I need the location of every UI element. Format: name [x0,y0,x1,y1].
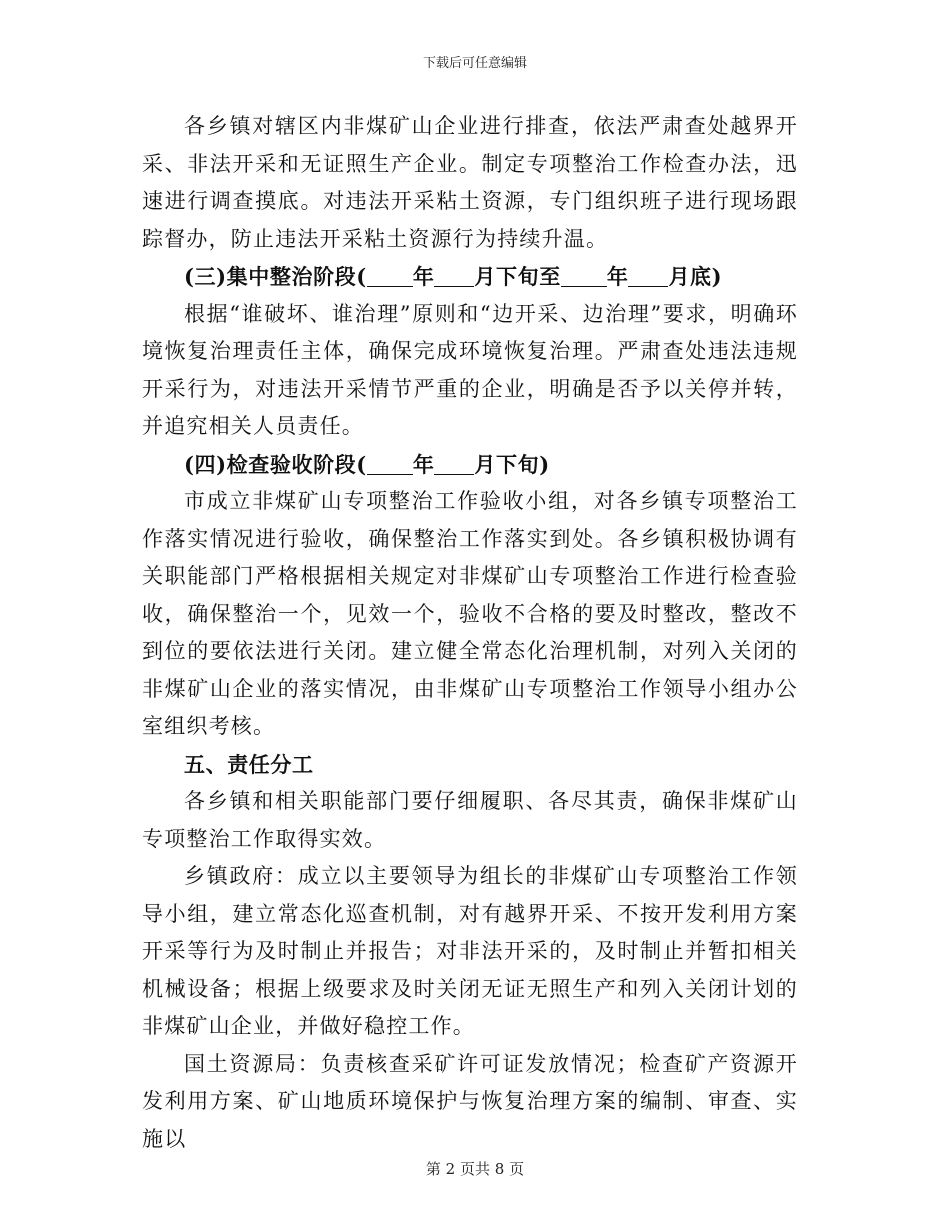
heading-3-year-1: 年 [412,264,435,289]
heading-4-prefix: (四)检查验收阶段( [184,451,367,477]
page-footer: 第 2 页共 8 页 [425,1160,525,1178]
heading-inspection-acceptance [142,446,798,484]
paragraph-acceptance-group: 市成立非煤矿山专项整治工作验收小组，对各乡镇专项整治工作落实情况进行验收，确保整治工作落实到处。各乡镇积极协调有关职能部门严格根据相关规定对非煤矿山专项整治工作进行检查验收，确保整治一个，见效一个，验收不合格的要及时整改，整改不到位的要依法进行关闭。建立健全常态化治理机制，对列入关闭的非煤矿山企业的落实情况，由非煤矿山专项整治工作领导小组办公室组织考核。 [142,489,798,738]
heading-concentrated-rectification [142,258,798,296]
blank-month-2 [628,265,668,287]
heading-3-month-2: 月底) [668,264,723,289]
heading-3-prefix: (三)集中整治阶段( [184,264,367,289]
paragraph-departments-duty: 各乡镇和相关职能部门要仔细履职、各尽其责，确保非煤矿山专项整治工作取得实效。 [142,789,798,851]
paragraph-township-government: 乡镇政府：成立以主要领导为组长的非煤矿山专项整治工作领导小组，建立常态化巡查机制，对有越界开采、不按开发利用方案开采等行为及时制止并报告；对非法开采的，及时制止并暂扣相关机械设备；根据上级要求及时关闭无证无照生产和列入关闭计划的非煤矿山企业，并做好稳控工作。 [142,864,798,1038]
page-header: 下载后可任意编辑 [422,56,527,71]
heading-responsibilities: 五、责任分工 [184,751,314,777]
heading-3-year-2: 年 [606,264,629,289]
blank-month-3 [434,453,474,475]
paragraph-land-resources-bureau: 国土资源局：负责核查采矿许可证发放情况；检查矿产资源开发利用方案、矿山地质环境保护与恢复治理方案的编制、审查、实施以 [142,1051,798,1151]
paragraph-investigation: 各乡镇对辖区内非煤矿山企业进行排查，依法严肃查处越界开采、非法开采和无证照生产企业。制定专项整治工作检查办法，迅速进行调查摸底。对违法开采粘土资源，专门组织班子进行现场跟踪督办，防止违法开采粘土资源行为持续升温。 [142,114,798,251]
paragraph-environment-restoration: 根据“谁破坏、谁治理”原则和“边开采、边治理”要求，明确环境恢复治理责任主体，确保完成环境恢复治理。严肃查处违法违规开采行为，对违法开采情节严重的企业，明确是否予以关停并转，并追究相关人员责任。 [142,301,798,438]
blank-month-1 [434,265,474,287]
blank-year-3 [367,453,413,475]
heading-3-month-1: 月下旬至 [474,264,561,289]
blank-year-2 [561,265,607,287]
heading-4-month: 月下旬) [474,451,550,477]
blank-year-1 [367,265,413,287]
heading-4-year: 年 [412,451,435,477]
document-body [142,108,798,1158]
